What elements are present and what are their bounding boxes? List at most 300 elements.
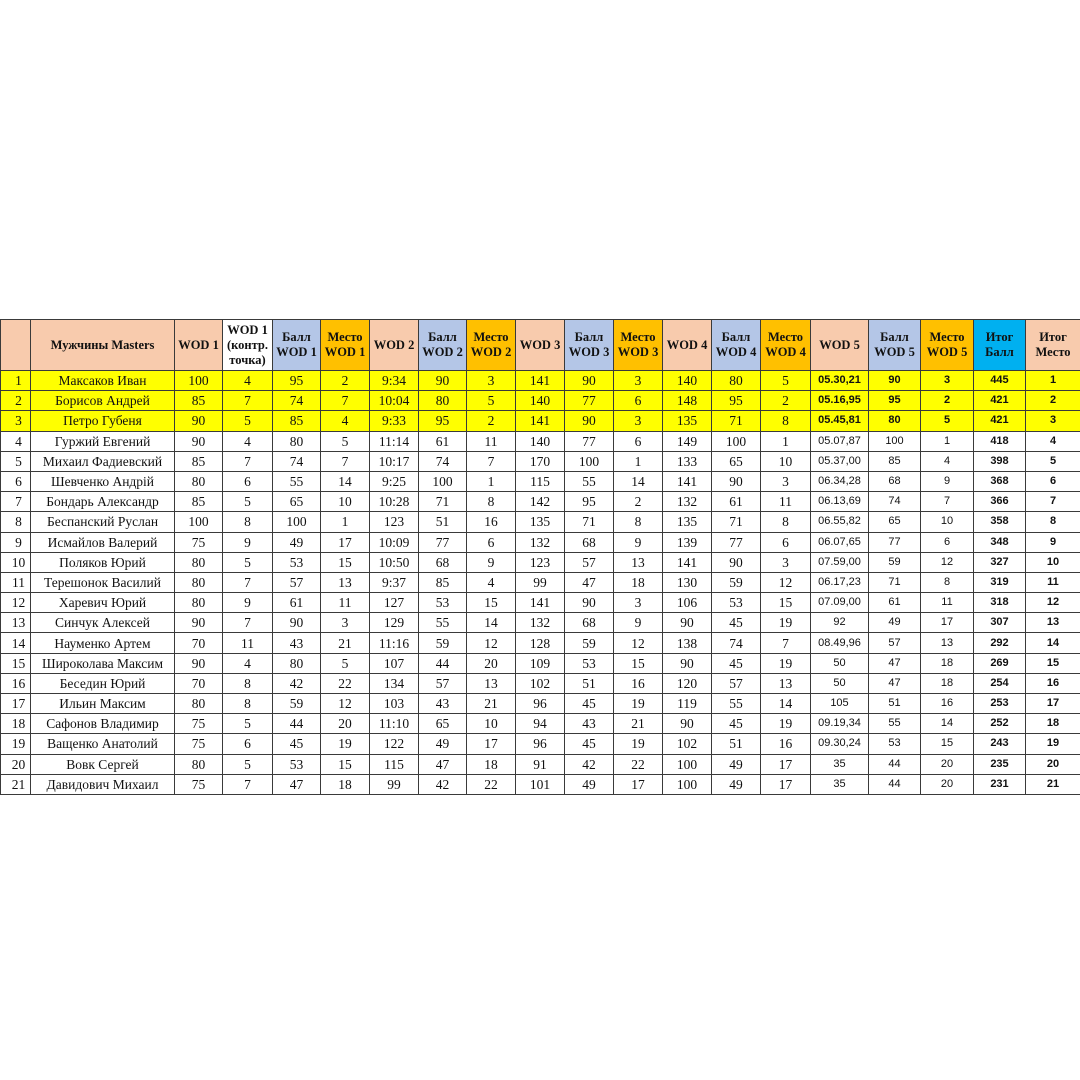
cell-total-place: 4	[1026, 431, 1080, 451]
cell-wod1: 90	[175, 613, 223, 633]
cell-wod5-place: 15	[921, 734, 974, 754]
cell-participant: Давидович Михаил	[31, 774, 175, 794]
cell-wod5: 06.17,23	[811, 572, 869, 592]
cell-total-score: 398	[974, 451, 1026, 471]
cell-wod1-place: 3	[321, 613, 370, 633]
cell-wod4-score: 80	[712, 371, 761, 391]
cell-total-score: 252	[974, 714, 1026, 734]
cell-wod4-score: 51	[712, 734, 761, 754]
cell-participant: Широколава Максим	[31, 653, 175, 673]
cell-wod5-place: 4	[921, 451, 974, 471]
cell-wod5-score: 53	[869, 734, 921, 754]
cell-wod1-place: 11	[321, 593, 370, 613]
cell-wod1-score: 59	[273, 694, 321, 714]
cell-wod1-score: 95	[273, 371, 321, 391]
cell-number: 8	[1, 512, 31, 532]
cell-wod4: 90	[663, 613, 712, 633]
cell-wod3-score: 47	[565, 572, 614, 592]
cell-wod2-place: 13	[467, 673, 516, 693]
cell-participant: Харевич Юрий	[31, 593, 175, 613]
cell-wod1-place: 20	[321, 714, 370, 734]
cell-wod4: 132	[663, 492, 712, 512]
cell-number: 16	[1, 673, 31, 693]
cell-wod1-checkpoint: 6	[223, 734, 273, 754]
cell-total-score: 319	[974, 572, 1026, 592]
cell-wod4: 100	[663, 774, 712, 794]
cell-wod2-score: 74	[419, 451, 467, 471]
cell-wod3-place: 6	[614, 391, 663, 411]
cell-number: 5	[1, 451, 31, 471]
cell-wod1: 85	[175, 451, 223, 471]
table-row	[1, 774, 1080, 794]
cell-wod4: 135	[663, 512, 712, 532]
cell-number: 4	[1, 431, 31, 451]
cell-total-score: 235	[974, 754, 1026, 774]
cell-wod4: 119	[663, 694, 712, 714]
cell-wod5-score: 77	[869, 532, 921, 552]
cell-wod4-place: 19	[761, 613, 811, 633]
cell-wod3: 135	[516, 512, 565, 532]
cell-participant: Шевченко Андрій	[31, 471, 175, 491]
cell-wod3-score: 68	[565, 532, 614, 552]
cell-wod3-score: 77	[565, 431, 614, 451]
cell-wod1-checkpoint: 4	[223, 653, 273, 673]
cell-wod3-score: 95	[565, 492, 614, 512]
cell-wod1: 100	[175, 512, 223, 532]
cell-wod1-checkpoint: 7	[223, 391, 273, 411]
cell-total-place: 6	[1026, 471, 1080, 491]
cell-wod4-score: 55	[712, 694, 761, 714]
cell-wod4: 120	[663, 673, 712, 693]
cell-wod4-score: 90	[712, 552, 761, 572]
cell-wod1-checkpoint: 7	[223, 572, 273, 592]
cell-wod3: 170	[516, 451, 565, 471]
table-row	[1, 673, 1080, 693]
header-wod1-checkpoint: WOD 1 (контр. точка)	[223, 320, 273, 371]
table-row	[1, 391, 1080, 411]
cell-wod3-score: 71	[565, 512, 614, 532]
cell-wod4-score: 95	[712, 391, 761, 411]
cell-wod1-checkpoint: 11	[223, 633, 273, 653]
cell-wod1-score: 61	[273, 593, 321, 613]
cell-wod1-checkpoint: 5	[223, 754, 273, 774]
cell-participant: Максаков Иван	[31, 371, 175, 391]
header-number	[1, 320, 31, 371]
cell-wod3-place: 16	[614, 673, 663, 693]
header-wod2-score: Балл WOD 2	[419, 320, 467, 371]
cell-wod2-place: 5	[467, 391, 516, 411]
cell-wod2-score: 71	[419, 492, 467, 512]
cell-wod2: 129	[370, 613, 419, 633]
results-table	[0, 319, 1080, 795]
cell-wod2-place: 3	[467, 371, 516, 391]
cell-wod5-place: 18	[921, 653, 974, 673]
cell-wod3-score: 77	[565, 391, 614, 411]
cell-wod4-place: 1	[761, 431, 811, 451]
cell-wod5: 92	[811, 613, 869, 633]
cell-total-place: 3	[1026, 411, 1080, 431]
cell-number: 9	[1, 532, 31, 552]
cell-wod4-score: 53	[712, 593, 761, 613]
cell-wod1: 75	[175, 532, 223, 552]
cell-total-place: 2	[1026, 391, 1080, 411]
cell-wod2-place: 16	[467, 512, 516, 532]
cell-total-place: 7	[1026, 492, 1080, 512]
cell-wod2-score: 42	[419, 774, 467, 794]
cell-total-score: 421	[974, 391, 1026, 411]
header-wod4-place: Место WOD 4	[761, 320, 811, 371]
cell-wod2-score: 77	[419, 532, 467, 552]
cell-wod5-score: 47	[869, 653, 921, 673]
cell-total-score: 327	[974, 552, 1026, 572]
cell-wod4-score: 45	[712, 714, 761, 734]
cell-wod3-score: 68	[565, 613, 614, 633]
cell-wod3-place: 9	[614, 613, 663, 633]
cell-participant: Беспанский Руслан	[31, 512, 175, 532]
header-wod4: WOD 4	[663, 320, 712, 371]
cell-total-place: 21	[1026, 774, 1080, 794]
cell-wod4: 140	[663, 371, 712, 391]
cell-wod2-place: 4	[467, 572, 516, 592]
cell-wod3-place: 2	[614, 492, 663, 512]
cell-wod1-place: 17	[321, 532, 370, 552]
cell-participant: Поляков Юрий	[31, 552, 175, 572]
cell-number: 14	[1, 633, 31, 653]
cell-wod1-score: 74	[273, 391, 321, 411]
cell-wod1-place: 14	[321, 471, 370, 491]
cell-number: 7	[1, 492, 31, 512]
cell-wod4: 102	[663, 734, 712, 754]
cell-wod2-place: 10	[467, 714, 516, 734]
cell-wod3: 102	[516, 673, 565, 693]
cell-wod4-score: 90	[712, 471, 761, 491]
cell-wod1: 85	[175, 492, 223, 512]
cell-wod5-score: 57	[869, 633, 921, 653]
cell-participant: Гуржий Евгений	[31, 431, 175, 451]
cell-wod3: 140	[516, 391, 565, 411]
header-wod3-score: Балл WOD 3	[565, 320, 614, 371]
cell-total-place: 20	[1026, 754, 1080, 774]
cell-wod4: 141	[663, 471, 712, 491]
cell-wod2-place: 9	[467, 552, 516, 572]
cell-wod5: 05.45,81	[811, 411, 869, 431]
cell-total-place: 10	[1026, 552, 1080, 572]
cell-number: 2	[1, 391, 31, 411]
cell-wod1-score: 80	[273, 653, 321, 673]
cell-wod5: 06.34,28	[811, 471, 869, 491]
header-participant: Мужчины Masters	[31, 320, 175, 371]
table-row	[1, 431, 1080, 451]
cell-participant: Ващенко Анатолий	[31, 734, 175, 754]
cell-wod4-place: 3	[761, 552, 811, 572]
table-row	[1, 451, 1080, 471]
cell-wod4-score: 49	[712, 754, 761, 774]
cell-wod1-score: 80	[273, 431, 321, 451]
cell-wod1-place: 7	[321, 451, 370, 471]
cell-wod1-checkpoint: 9	[223, 532, 273, 552]
cell-number: 20	[1, 754, 31, 774]
cell-wod1-checkpoint: 5	[223, 411, 273, 431]
cell-number: 11	[1, 572, 31, 592]
cell-participant: Михаил Фадиевский	[31, 451, 175, 471]
cell-wod3-score: 43	[565, 714, 614, 734]
cell-wod2: 122	[370, 734, 419, 754]
table-row	[1, 714, 1080, 734]
cell-wod2: 9:34	[370, 371, 419, 391]
cell-total-score: 307	[974, 613, 1026, 633]
cell-wod2: 123	[370, 512, 419, 532]
header-wod5-place: Место WOD 5	[921, 320, 974, 371]
cell-wod2-score: 49	[419, 734, 467, 754]
cell-wod1-checkpoint: 7	[223, 774, 273, 794]
cell-wod2-score: 59	[419, 633, 467, 653]
cell-wod1-place: 18	[321, 774, 370, 794]
cell-wod1: 80	[175, 694, 223, 714]
cell-wod5-score: 51	[869, 694, 921, 714]
cell-wod1: 75	[175, 774, 223, 794]
cell-participant: Петро Губеня	[31, 411, 175, 431]
cell-wod3: 141	[516, 411, 565, 431]
table-row	[1, 613, 1080, 633]
results-body	[1, 371, 1080, 795]
cell-total-place: 15	[1026, 653, 1080, 673]
cell-wod2: 103	[370, 694, 419, 714]
cell-wod5-score: 61	[869, 593, 921, 613]
cell-wod1: 70	[175, 673, 223, 693]
cell-wod3-place: 18	[614, 572, 663, 592]
cell-wod5-score: 68	[869, 471, 921, 491]
cell-total-place: 5	[1026, 451, 1080, 471]
header-wod5-score: Балл WOD 5	[869, 320, 921, 371]
cell-wod1-score: 49	[273, 532, 321, 552]
cell-wod1-score: 42	[273, 673, 321, 693]
cell-wod4-score: 57	[712, 673, 761, 693]
cell-wod5: 06.55,82	[811, 512, 869, 532]
cell-wod1-place: 5	[321, 653, 370, 673]
cell-wod2: 11:10	[370, 714, 419, 734]
cell-wod4-score: 71	[712, 411, 761, 431]
cell-wod3-place: 13	[614, 552, 663, 572]
table-row	[1, 694, 1080, 714]
cell-total-place: 17	[1026, 694, 1080, 714]
cell-wod4: 133	[663, 451, 712, 471]
cell-wod3-place: 21	[614, 714, 663, 734]
cell-total-score: 269	[974, 653, 1026, 673]
cell-wod1-checkpoint: 7	[223, 613, 273, 633]
cell-wod2-score: 100	[419, 471, 467, 491]
cell-wod4-score: 65	[712, 451, 761, 471]
cell-wod4-place: 7	[761, 633, 811, 653]
cell-wod2: 99	[370, 774, 419, 794]
cell-participant: Борисов Андрей	[31, 391, 175, 411]
cell-wod1-place: 15	[321, 552, 370, 572]
cell-wod3-score: 53	[565, 653, 614, 673]
table-row	[1, 532, 1080, 552]
cell-number: 6	[1, 471, 31, 491]
cell-wod1-checkpoint: 4	[223, 371, 273, 391]
cell-wod1-place: 10	[321, 492, 370, 512]
cell-total-place: 18	[1026, 714, 1080, 734]
cell-total-score: 253	[974, 694, 1026, 714]
table-row	[1, 411, 1080, 431]
cell-wod3: 128	[516, 633, 565, 653]
cell-wod5-place: 20	[921, 754, 974, 774]
cell-wod5-score: 90	[869, 371, 921, 391]
header-wod4-score: Балл WOD 4	[712, 320, 761, 371]
cell-wod4-place: 10	[761, 451, 811, 471]
cell-total-place: 12	[1026, 593, 1080, 613]
cell-wod4: 141	[663, 552, 712, 572]
cell-wod5-place: 18	[921, 673, 974, 693]
cell-wod2: 10:09	[370, 532, 419, 552]
cell-wod5: 35	[811, 754, 869, 774]
cell-wod1: 90	[175, 411, 223, 431]
cell-wod1-place: 2	[321, 371, 370, 391]
cell-wod1-checkpoint: 8	[223, 512, 273, 532]
cell-wod5: 07.59,00	[811, 552, 869, 572]
cell-wod4-score: 59	[712, 572, 761, 592]
cell-wod3-score: 90	[565, 371, 614, 391]
cell-total-place: 16	[1026, 673, 1080, 693]
cell-wod5: 05.07,87	[811, 431, 869, 451]
cell-wod4-place: 17	[761, 774, 811, 794]
cell-wod3-score: 57	[565, 552, 614, 572]
cell-wod1-score: 90	[273, 613, 321, 633]
cell-number: 21	[1, 774, 31, 794]
cell-wod3-place: 15	[614, 653, 663, 673]
cell-wod5: 50	[811, 673, 869, 693]
cell-wod4: 149	[663, 431, 712, 451]
cell-wod1: 80	[175, 552, 223, 572]
header-wod2-place: Место WOD 2	[467, 320, 516, 371]
cell-wod2: 10:28	[370, 492, 419, 512]
cell-wod3: 141	[516, 371, 565, 391]
cell-wod4-score: 61	[712, 492, 761, 512]
cell-participant: Терешонок Василий	[31, 572, 175, 592]
cell-wod4-place: 15	[761, 593, 811, 613]
cell-wod2-place: 14	[467, 613, 516, 633]
cell-wod1-score: 45	[273, 734, 321, 754]
cell-wod2: 9:25	[370, 471, 419, 491]
cell-wod1: 90	[175, 431, 223, 451]
cell-wod4-place: 8	[761, 411, 811, 431]
cell-participant: Науменко Артем	[31, 633, 175, 653]
cell-wod1: 75	[175, 734, 223, 754]
cell-total-score: 368	[974, 471, 1026, 491]
cell-wod5-place: 14	[921, 714, 974, 734]
cell-wod2-score: 47	[419, 754, 467, 774]
cell-wod3-score: 55	[565, 471, 614, 491]
cell-wod2-place: 1	[467, 471, 516, 491]
cell-wod5-score: 65	[869, 512, 921, 532]
cell-wod1-place: 21	[321, 633, 370, 653]
cell-wod5: 05.16,95	[811, 391, 869, 411]
header-wod1: WOD 1	[175, 320, 223, 371]
cell-total-score: 254	[974, 673, 1026, 693]
cell-wod2: 107	[370, 653, 419, 673]
cell-wod4-score: 71	[712, 512, 761, 532]
cell-wod2-place: 7	[467, 451, 516, 471]
cell-wod3: 96	[516, 734, 565, 754]
cell-wod4: 90	[663, 653, 712, 673]
cell-wod5: 09.19,34	[811, 714, 869, 734]
cell-wod1-checkpoint: 5	[223, 492, 273, 512]
cell-wod5-place: 9	[921, 471, 974, 491]
cell-wod3-score: 90	[565, 593, 614, 613]
cell-participant: Вовк Сергей	[31, 754, 175, 774]
cell-wod1-checkpoint: 8	[223, 694, 273, 714]
cell-wod3: 109	[516, 653, 565, 673]
cell-wod4-place: 13	[761, 673, 811, 693]
cell-wod3-place: 19	[614, 694, 663, 714]
cell-wod2-score: 90	[419, 371, 467, 391]
cell-wod1-place: 13	[321, 572, 370, 592]
cell-wod1-checkpoint: 5	[223, 552, 273, 572]
cell-wod1-checkpoint: 5	[223, 714, 273, 734]
cell-wod3-place: 3	[614, 371, 663, 391]
cell-number: 17	[1, 694, 31, 714]
cell-wod5-place: 17	[921, 613, 974, 633]
header-wod1-place: Место WOD 1	[321, 320, 370, 371]
cell-wod2-score: 43	[419, 694, 467, 714]
cell-total-place: 14	[1026, 633, 1080, 653]
cell-wod2-place: 6	[467, 532, 516, 552]
cell-wod4-place: 14	[761, 694, 811, 714]
cell-wod3-place: 22	[614, 754, 663, 774]
cell-wod1-place: 7	[321, 391, 370, 411]
cell-participant: Ильин Максим	[31, 694, 175, 714]
cell-wod3-score: 90	[565, 411, 614, 431]
cell-wod5: 09.30,24	[811, 734, 869, 754]
cell-wod1-score: 57	[273, 572, 321, 592]
cell-wod2-score: 85	[419, 572, 467, 592]
cell-wod1-score: 74	[273, 451, 321, 471]
cell-wod2-score: 95	[419, 411, 467, 431]
cell-wod4-place: 19	[761, 653, 811, 673]
cell-total-score: 292	[974, 633, 1026, 653]
cell-wod3-place: 19	[614, 734, 663, 754]
cell-wod5-place: 6	[921, 532, 974, 552]
cell-wod2-score: 57	[419, 673, 467, 693]
cell-wod3-place: 1	[614, 451, 663, 471]
cell-total-place: 9	[1026, 532, 1080, 552]
cell-wod1: 80	[175, 471, 223, 491]
header-wod2: WOD 2	[370, 320, 419, 371]
table-row	[1, 593, 1080, 613]
cell-total-score: 348	[974, 532, 1026, 552]
cell-participant: Сафонов Владимир	[31, 714, 175, 734]
cell-wod1-place: 15	[321, 754, 370, 774]
cell-wod5: 35	[811, 774, 869, 794]
cell-wod5-score: 80	[869, 411, 921, 431]
cell-wod3: 91	[516, 754, 565, 774]
header-total-score: Итог Балл	[974, 320, 1026, 371]
cell-wod2-place: 2	[467, 411, 516, 431]
cell-wod1-checkpoint: 9	[223, 593, 273, 613]
cell-wod5-place: 1	[921, 431, 974, 451]
cell-number: 13	[1, 613, 31, 633]
cell-wod1: 80	[175, 593, 223, 613]
cell-total-score: 318	[974, 593, 1026, 613]
cell-wod4-place: 2	[761, 391, 811, 411]
cell-wod3-place: 9	[614, 532, 663, 552]
cell-wod5: 08.49,96	[811, 633, 869, 653]
cell-wod5-place: 5	[921, 411, 974, 431]
cell-total-place: 1	[1026, 371, 1080, 391]
table-row	[1, 512, 1080, 532]
cell-number: 19	[1, 734, 31, 754]
header-wod5: WOD 5	[811, 320, 869, 371]
